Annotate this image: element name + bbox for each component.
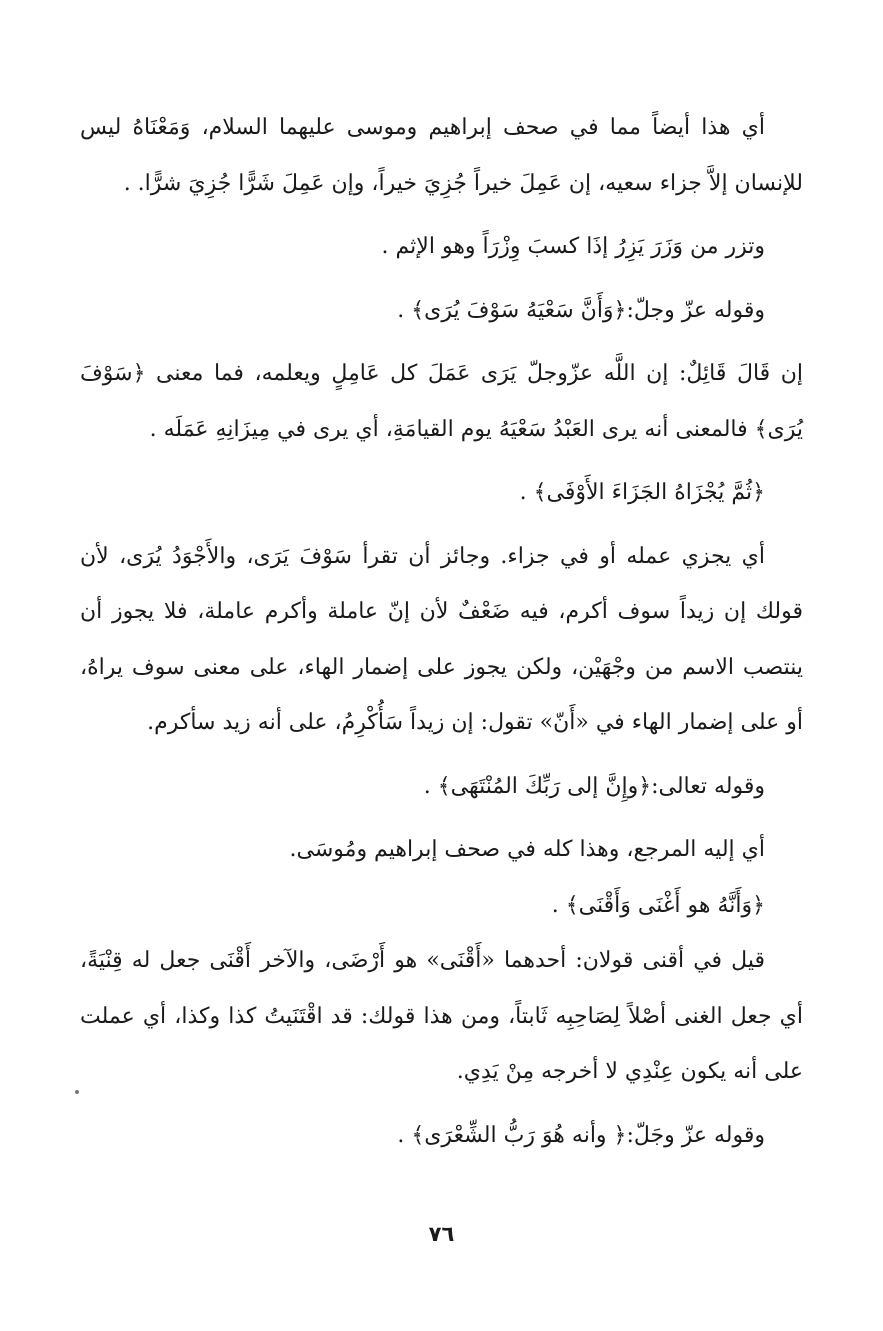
scan-speck xyxy=(75,1090,79,1094)
paragraph-return-to-him: أي إليه المرجع، وهذا كله في صحف إبراهيم ومُوسَى. xyxy=(289,837,765,862)
paragraph-scroll-contents: أي هذا أيضاً مما في صحف إبراهيم وموسى عليهما السلام، وَمَعْنَاهُ ليس للإنسان إلاَّ جزاء سعيه، إن عَمِلَ خيراً جُزِيَ خيراً، وإن عَمِلَ شَرًّا جُزِيَ شرًّا. . xyxy=(80,115,803,196)
paragraph-meaning-tazir: وتزر من وَزَرَ يَزِرُ إذَا كسبَ وِزْرَاً وهو الإثم . xyxy=(381,234,765,259)
paragraph-verse-aghna-aqna: ﴿وَأَنَّهُ هو أَغْنَى وَأَقْنَى﴾ . xyxy=(551,892,765,918)
paragraph-meaning-aqna: قيل في أقنى قولان: أحدهما «أَقْنَى» هو أَرْضَى، والآخر أَقْنَى جعل له قِنْيَةً، أي جعل الغنى أصْلاً لِصَاحِبِه ثَابتاً، ومن هذا قولك: قد اقْتَنَيتُ كذا وكذا، أي عملت على أنه يكون عِنْدِي لا أخرجه مِنْ يَدِي. xyxy=(80,948,803,1084)
paragraph-verse-yujzahu: ﴿ثُمَّ يُجْزَاهُ الجَزَاءَ الأَوْفَى﴾ . xyxy=(519,480,765,505)
page-number: ٧٦ xyxy=(428,1222,455,1246)
paragraph-grammar-discussion: أي يجزي عمله أو في جزاء. وجائز أن تقرأ سَوْفَ يَرَى، والأَجْوَدُ يُرَى، لأن قولك إن زيداً سوف أكرم، فيه ضَعْفٌ لأن إنّ عاملة وأكرم عاملة، فلا يجوز أن ينتصب الاسم من وجْهَيْن، ولكن يجوز على إضمار الهاء، على معنى سوف يراهُ، أو على إضمار الهاء في «أَنّ» تقول: إن زيداً سَأُكْرِمُ، على أنه زيد سأكرم. xyxy=(80,543,803,735)
paragraph-verse-muntaha: وقوله تعالى:﴿وإِنَّ إلى رَبِّكَ المُنْتَهَى﴾ . xyxy=(423,773,765,799)
body-text xyxy=(80,100,803,1163)
paragraph-verse-shira: وقوله عزّ وجَلّ:﴿ وأنه هُوَ رَبُّ الشِّعْرَى﴾ . xyxy=(397,1122,765,1148)
paragraph-commentary-sawfa-yura: إن قَالَ قَائِلٌ: إن اللَّه عزّوجلّ يَرَى عَمَلَ كل عَامِلٍ ويعلمه، فما معنى ﴿سَوْفَ يُرَى﴾ فالمعنى أنه يرى العَبْدُ سَعْيَهُ يوم القيامَةِ، أي يرى في مِيزَانِهِ عَمَلَه . xyxy=(80,361,803,442)
paragraph-verse-sayuhu: وقوله عزّ وجلّ:﴿وَأَنَّ سَعْيَهُ سَوْفَ يُرَى﴾ . xyxy=(397,297,765,323)
